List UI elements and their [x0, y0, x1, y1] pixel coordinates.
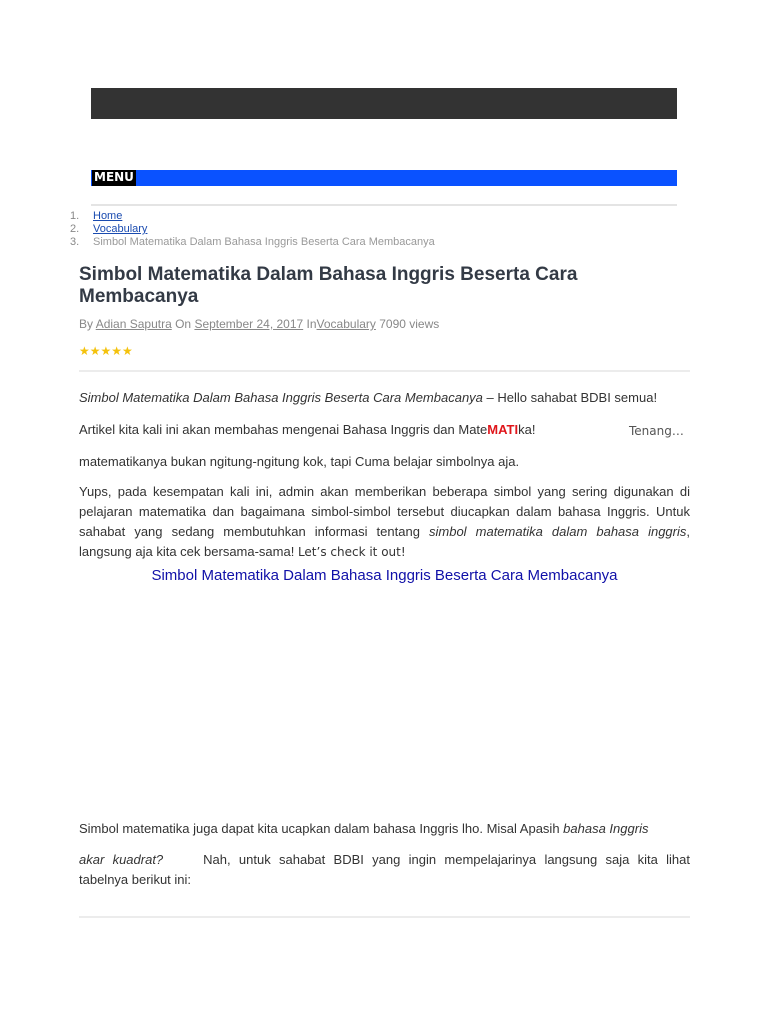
meta-by: By: [79, 317, 96, 331]
menu-button[interactable]: MENU: [94, 170, 134, 184]
paragraph-yups: [79, 482, 690, 562]
date-link[interactable]: September 24, 2017: [194, 317, 304, 331]
intro-text: – Hello sahabat BDBI semua!: [482, 390, 658, 405]
p4-text-b: , langsung aja kita cek bersama-sama!: [79, 524, 690, 559]
section-heading: Simbol Matematika Dalam Bahasa Inggris Beserta Cara Membacanya: [151, 567, 618, 584]
divider: [79, 916, 690, 918]
check-it-out: Let’s check it out!: [297, 545, 406, 559]
page-title: Simbol Matematika Dalam Bahasa Inggris Beserta Cara Membacanya: [79, 264, 578, 307]
p2-text-a: Artikel kita kali ini akan membahas mengenai Bahasa Inggris dan Mate: [79, 422, 488, 437]
highlight-mati: MATI: [487, 422, 519, 437]
p6-italic: akar kuadrat?: [79, 852, 164, 867]
paragraph-simbol: matematikanya bukan ngitung-ngitung kok, tapi Cuma belajar simbolnya aja.: [79, 454, 520, 469]
p2-text-b: ka!: [518, 422, 536, 437]
rating-stars[interactable]: ★★★★★: [79, 344, 133, 358]
p4-italic: simbol matematika dalam bahasa inggris: [429, 524, 687, 539]
meta-on: On: [171, 317, 195, 331]
breadcrumb-current: Simbol Matematika Dalam Bahasa Inggris Beserta Cara Membacanya: [93, 236, 435, 248]
header-bar: [91, 88, 677, 119]
breadcrumb-number: 2.: [70, 223, 80, 235]
breadcrumb-item-home: [70, 210, 435, 223]
breadcrumb: [70, 210, 435, 249]
p4-text-a: Yups, pada kesempatan kali ini, admin akan memberikan beberapa simbol yang sering digunakan di pelajaran matematika dan bagaimana simbol-simbol tersebut diucapkan dalam bahasa Inggris. Untuk sahabat yang sedang membutuhkan informasi tentang: [79, 484, 690, 539]
paragraph-matematika: [79, 420, 690, 440]
breadcrumb-item-vocabulary: [70, 223, 435, 236]
divider: [79, 370, 690, 372]
breadcrumb-link-home[interactable]: Home: [93, 210, 123, 222]
meta-in: In: [303, 317, 317, 331]
paragraph-akar: [79, 850, 690, 890]
divider: [91, 204, 677, 206]
intro-italic: Simbol Matematika Dalam Bahasa Inggris Beserta Cara Membacanya: [79, 390, 483, 405]
paragraph-intro: [79, 388, 690, 408]
menu-bar[interactable]: [91, 170, 677, 186]
breadcrumb-number: 1.: [70, 210, 80, 222]
view-count: 7090 views: [375, 317, 440, 331]
p6-text: Nah, untuk sahabat BDBI yang ingin mempelajarinya langsung saja kita lihat tabelnya berikut ini:: [79, 852, 690, 887]
paragraph-ucapkan: [79, 819, 690, 839]
breadcrumb-link-vocabulary[interactable]: Vocabulary: [93, 223, 148, 235]
breadcrumb-item-current: [70, 236, 435, 249]
tenang-text: Tenang…: [629, 424, 684, 438]
author-link[interactable]: Adian Saputra: [95, 317, 172, 331]
category-link[interactable]: Vocabulary: [316, 317, 376, 331]
p5-text: Simbol matematika juga dapat kita ucapkan dalam bahasa Inggris lho. Misal Apasih: [79, 821, 564, 836]
breadcrumb-number: 3.: [70, 236, 80, 248]
p5-italic: bahasa Inggris: [563, 821, 649, 836]
post-meta: [79, 317, 439, 331]
